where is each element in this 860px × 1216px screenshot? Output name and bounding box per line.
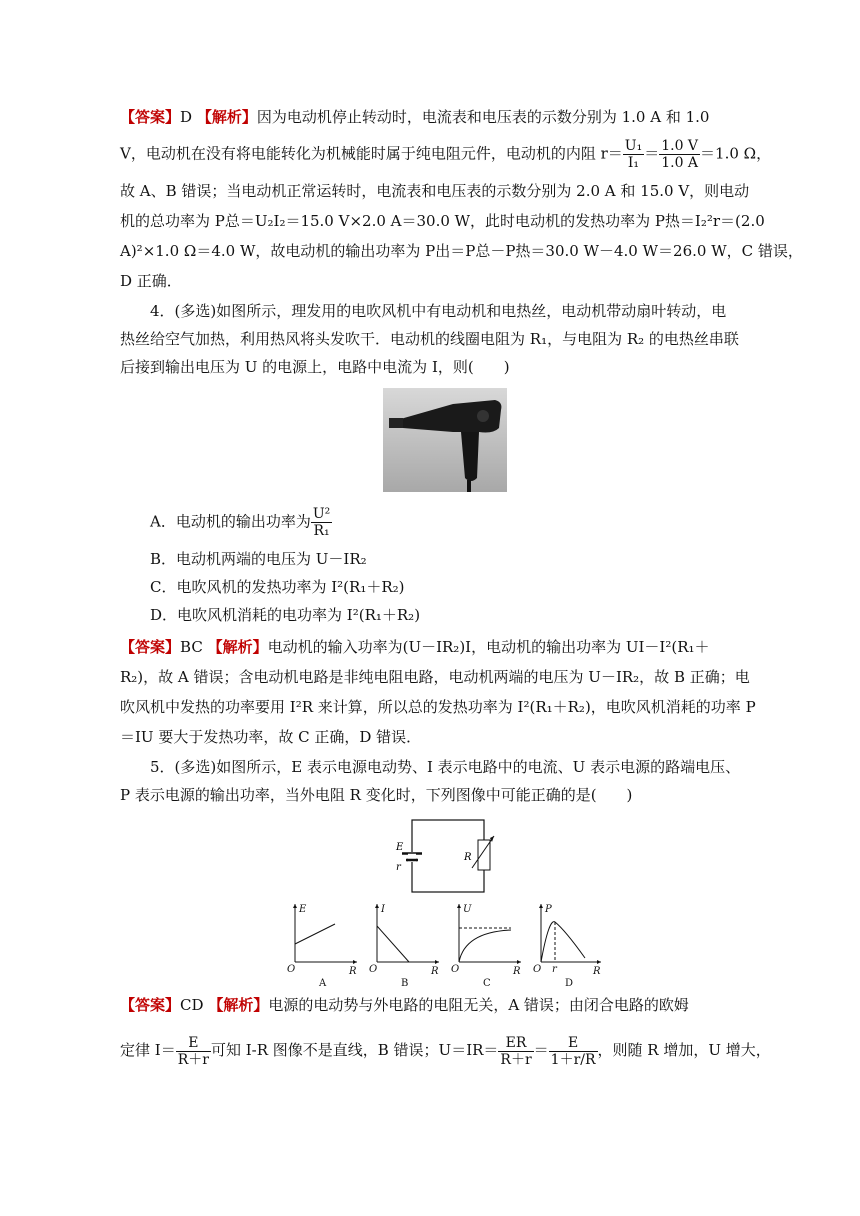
fraction (549, 1035, 598, 1068)
option-text: A．电动机的输出功率为 (150, 512, 311, 531)
graph-caption: C (483, 978, 491, 988)
fraction-denominator: R＋r (177, 1051, 209, 1068)
q3-answer-line-1 (120, 106, 740, 128)
q4-line-3: 后接到输出电压为 U 的电源上，电路中电流为 I，则( ) (120, 358, 510, 376)
circuit-diagram (390, 818, 500, 898)
q4-option-a (150, 506, 770, 539)
fraction-numerator: U₁ (624, 138, 643, 154)
analysis-tag: 【解析】 (207, 638, 268, 656)
q4-option-c: C．电吹风机的发热功率为 I²(R₁＋R₂) (150, 578, 405, 596)
fraction (498, 1035, 533, 1068)
origin-label: O (533, 964, 542, 975)
q4-answer-line-1 (120, 636, 740, 658)
text: 电动机的输入功率为(U－IR₂)I，电动机的输出功率为 UI－I²(R₁＋ (267, 638, 710, 656)
option-graphs (285, 900, 605, 988)
text: ，则随 R 增加，U 增大， (597, 1041, 771, 1059)
fraction-numerator: ER (498, 1035, 533, 1052)
equals-sign: ＝ (533, 1041, 549, 1059)
q4-line-1: 4．(多选)如图所示，理发用的电吹风机中有电动机和电热丝，电动机带动扇叶转动，电 (150, 302, 727, 320)
fraction-denominator: R＋r (500, 1051, 532, 1068)
q5-line-2: P 表示电源的输出功率，当外电阻 R 变化时，下列图像中可能正确的是( ) (120, 786, 633, 804)
answer-value: D (180, 108, 193, 126)
x-axis-label: R (513, 966, 521, 977)
fraction-denominator: 1.0 A (661, 155, 699, 171)
answer-value: CD (180, 996, 204, 1014)
graph-caption: D (565, 978, 574, 988)
analysis-tag: 【解析】 (196, 108, 257, 126)
q3-answer-line-6: D 正确． (120, 272, 182, 290)
analysis-tag: 【解析】 (208, 996, 269, 1014)
y-axis-label: E (299, 904, 307, 915)
q3-answer-line-5: A)²×1.0 Ω＝4.0 W，故电动机的输出功率为 P出＝P总－P热＝30.0 W－4.0 W＝26.0 W，C 错误， (120, 242, 803, 260)
answer-tag: 【答案】 (120, 996, 181, 1014)
text: 电源的电动势与外电路的电阻无关，A 错误；由闭合电路的欧姆 (268, 996, 689, 1014)
q4-option-b: B．电动机两端的电压为 U－IR₂ (150, 550, 367, 568)
answer-tag: 【答案】 (120, 638, 181, 656)
answer-tag: 【答案】 (120, 108, 181, 126)
text: 定律 I＝ (120, 1041, 176, 1059)
fraction (311, 506, 332, 539)
y-axis-label: P (545, 904, 552, 915)
fraction (659, 138, 700, 171)
x-axis-label: R (593, 966, 601, 977)
q4-answer-line-4: ＝IU 要大于发热功率，故 C 正确，D 错误． (120, 728, 422, 746)
fraction-denominator: I₁ (627, 155, 640, 171)
text: 因为电动机停止转动时，电流表和电压表的示数分别为 1.0 A 和 1.0 (256, 108, 710, 126)
graph-caption: B (401, 978, 409, 988)
graph-d (533, 904, 601, 988)
text: 可知 I-R 图像不是直线，B 错误；U＝IR＝ (210, 1041, 499, 1059)
text: ＝1.0 Ω， (700, 144, 772, 163)
q5-answer-line-2 (120, 1030, 771, 1070)
text: V，电动机在没有将电能转化为机械能时属于纯电阻元件，电动机的内阻 r＝ (120, 144, 623, 163)
q4-line-2: 热丝给空气加热，利用热风将头发吹干．电动机的线圈电阻为 R₁，与电阻为 R₂ 的电热丝串联 (120, 330, 739, 348)
r-tick-label: r (552, 964, 557, 975)
hair-dryer-icon (383, 388, 507, 492)
fraction-denominator: R₁ (313, 523, 330, 539)
fraction-numerator: E (549, 1035, 598, 1052)
q3-answer-line-2: V，电动机在没有将电能转化为机械能时属于纯电阻元件，电动机的内阻 r＝ $\frac{\text{U₁}}{\text{I₁}}$ ＝ $\frac{1.0 V}{1.0 A}$ ＝1.0 Ω， (120, 138, 772, 171)
fraction (623, 138, 644, 171)
y-axis-label: I (381, 904, 385, 915)
fraction-denominator: 1＋r/R (550, 1051, 596, 1068)
x-axis-label: R (349, 966, 357, 977)
fraction-numerator: 1.0 V (661, 138, 699, 154)
q5-answer-line-1 (120, 994, 740, 1016)
emf-label: E (396, 842, 404, 853)
y-axis-label: U (463, 904, 472, 915)
origin-label: O (451, 964, 460, 975)
fraction-numerator: E (176, 1035, 211, 1052)
q4-answer-line-3: 吹风机中发热的功率要用 I²R 来计算，所以总的发热功率为 I²(R₁＋R₂)，电吹风机消耗的功率 P (120, 698, 756, 716)
q4-answer-line-2: R₂)，故 A 错误；含电动机电路是非纯电阻电路，电动机两端的电压为 U－IR₂，故 B 正确；电 (120, 668, 750, 686)
fraction (176, 1035, 211, 1068)
resistor-label: R (464, 852, 472, 863)
internal-resistance-label: r (396, 862, 401, 873)
q5-line-1: 5．(多选)如图所示，E 表示电源电动势、I 表示电路中的电流、U 表示电源的路端电压、 (150, 758, 741, 776)
q4-option-d: D．电吹风机消耗的电功率为 I²(R₁＋R₂) (150, 606, 421, 624)
q3-answer-line-3: 故 A、B 错误；当电动机正常运转时，电流表和电压表的示数分别为 2.0 A 和 15.0 V，则电动 (120, 182, 750, 200)
answer-value: BC (180, 638, 203, 656)
graph-a (287, 904, 357, 988)
graph-caption: A (319, 978, 327, 988)
x-axis-label: R (431, 966, 439, 977)
graph-b (369, 904, 439, 988)
origin-label: O (369, 964, 378, 975)
origin-label: O (287, 964, 296, 975)
graph-c (451, 904, 521, 988)
hair-dryer-photo (383, 388, 507, 492)
q3-answer-line-4: 机的总功率为 P总＝U₂I₂＝15.0 V×2.0 A＝30.0 W，此时电动机的发热功率为 P热＝I₂²r＝(2.0 (120, 212, 765, 230)
fraction-numerator: U² (312, 506, 331, 522)
